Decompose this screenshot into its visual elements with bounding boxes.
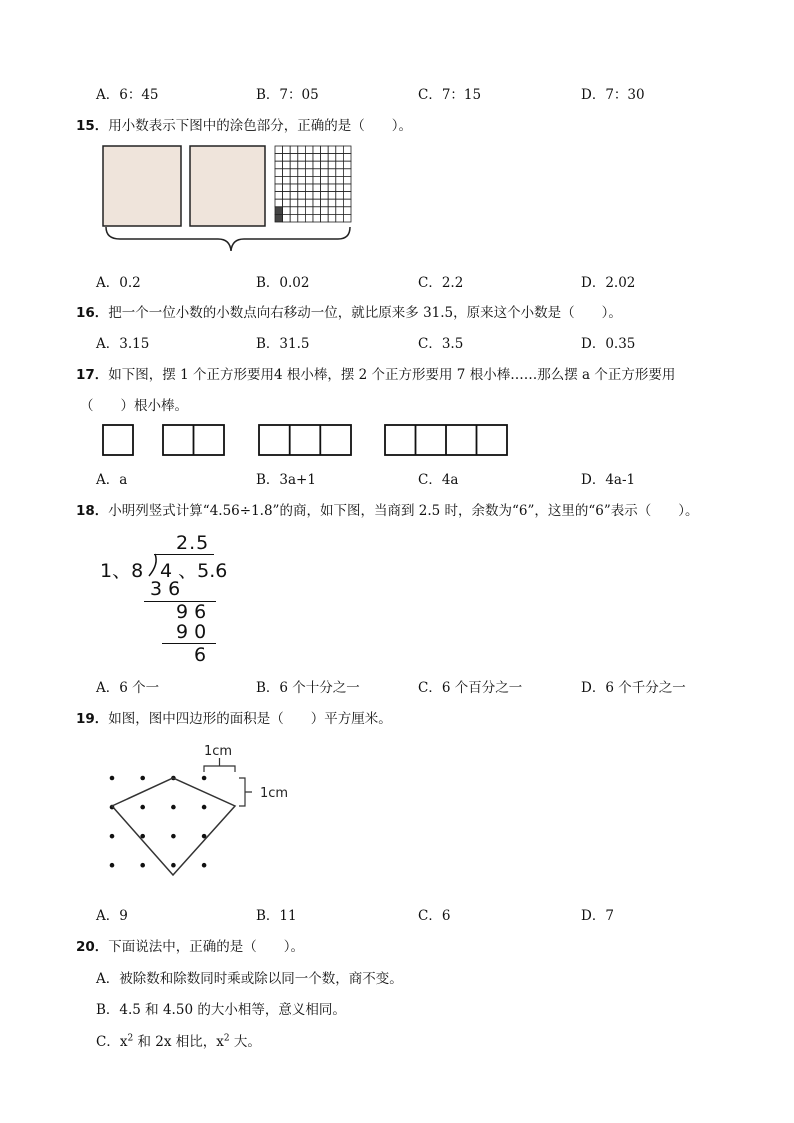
grid-cell: [290, 199, 298, 207]
grid-dot: [171, 834, 176, 839]
option-a: A．9: [96, 908, 128, 924]
grid-cell: [336, 199, 344, 207]
grid-cell: [283, 154, 291, 162]
option-a: A．3.15: [96, 336, 150, 352]
three-squares: [259, 425, 351, 455]
exponent: 2: [127, 1033, 134, 1044]
grid-cell: [305, 199, 313, 207]
grid-cell: [321, 169, 329, 177]
grid-cell: [313, 207, 321, 215]
grid-cell: [290, 176, 298, 184]
question-16: [76, 301, 622, 321]
full-square-2: [190, 146, 265, 226]
option-b: B．11: [256, 908, 297, 924]
quadrilateral: [112, 778, 235, 875]
grid-cell: [283, 192, 291, 200]
grid-cell: [275, 199, 283, 207]
grid-cell: [343, 214, 351, 222]
rule-2: [162, 643, 216, 644]
brace: [106, 227, 350, 251]
grid-cell: [328, 199, 336, 207]
option-c: C．6: [418, 908, 451, 924]
grid-cell: [328, 154, 336, 162]
grid-cell: [305, 184, 313, 192]
question-number: 16．: [76, 305, 109, 321]
option-d: D．2.02: [581, 275, 636, 291]
question-number: 20．: [76, 939, 109, 955]
division-bracket: [146, 552, 160, 578]
grid-cell: [328, 176, 336, 184]
grid-cell: [313, 192, 321, 200]
option-d: D．7：30: [581, 87, 645, 103]
option-a: A．6 个一: [96, 680, 160, 696]
grid-cell: [343, 146, 351, 154]
grid-cell: [321, 184, 329, 192]
grid-cell: [283, 214, 291, 222]
grid-cell: [328, 207, 336, 215]
option-b: B．7：05: [256, 87, 319, 103]
division-bar: [154, 554, 214, 555]
grid-cell: [275, 146, 283, 154]
grid-cell: [305, 214, 313, 222]
grid-cell: [283, 184, 291, 192]
grid-cell: [336, 207, 344, 215]
grid-cell: [290, 169, 298, 177]
option-c: C．2.2: [418, 275, 464, 291]
grid-cell: [305, 154, 313, 162]
grid-cell: [336, 176, 344, 184]
question-17-line2: （ ）根小棒。: [80, 398, 188, 414]
quotient: 2.5: [176, 532, 210, 554]
grid-cell: [298, 214, 306, 222]
grid-cell: [343, 154, 351, 162]
shaded-cell: [275, 214, 283, 222]
grid-cell: [298, 184, 306, 192]
dot-grid-figure: [100, 738, 320, 888]
grid-cell: [336, 192, 344, 200]
statement-a: A．被除数和除数同时乘或除以同一个数，商不变。: [96, 971, 403, 987]
grid-cell: [321, 214, 329, 222]
grid-cell: [305, 146, 313, 154]
question-text: 如下图，摆 1 个正方形要用4 根小棒，摆 2 个正方形要用 7 根小棒……那么摆 a 个正方形要用: [108, 367, 676, 383]
grid-dot: [171, 863, 176, 868]
question-number: 18．: [76, 503, 109, 519]
grid-cell: [343, 192, 351, 200]
question-text: 用小数表示下图中的涂色部分，正确的是（ ）。: [108, 118, 413, 134]
grid-cell: [321, 176, 329, 184]
long-division-figure: [100, 532, 240, 672]
grid-cell: [298, 146, 306, 154]
grid-dot: [140, 805, 145, 810]
grid-cell: [343, 169, 351, 177]
one-square: [103, 425, 133, 455]
question-number: 17．: [76, 367, 109, 383]
option-b: B．0.02: [256, 275, 310, 291]
grid-cell: [290, 161, 298, 169]
grid-cell: [283, 169, 291, 177]
option-b: B．3a+1: [256, 472, 316, 488]
four-squares: [385, 425, 507, 455]
grid-cell: [305, 176, 313, 184]
question-number: 15．: [76, 118, 109, 134]
grid-cell: [321, 154, 329, 162]
grid-dot: [110, 834, 115, 839]
grid-cell: [275, 154, 283, 162]
option-c: C．7：15: [418, 87, 482, 103]
grid-cell: [298, 207, 306, 215]
question-17: [76, 363, 675, 383]
option-d: D．7: [581, 908, 614, 924]
dividend: 4 、5.6: [160, 560, 228, 582]
full-square-1: [103, 146, 181, 226]
partial-product-1: 3 6: [150, 578, 181, 600]
grid-cell: [313, 184, 321, 192]
grid-cell: [313, 214, 321, 222]
statement-c-suffix: 大。: [229, 1034, 261, 1050]
grid-dot: [110, 776, 115, 781]
remainder-2: 6: [194, 644, 207, 666]
side-1cm-label: 1cm: [260, 786, 289, 801]
two-squares: [163, 425, 224, 455]
question-19: [76, 707, 392, 727]
statement-c-mid: 和 2x 相比，x: [133, 1034, 224, 1050]
grid-cell: [290, 214, 298, 222]
hundred-grid: [275, 146, 351, 222]
decimal-figure: [100, 143, 356, 263]
grid-cell: [305, 207, 313, 215]
statement-c-prefix: C．x: [96, 1034, 128, 1050]
grid-cell: [275, 176, 283, 184]
question-20: [76, 935, 304, 955]
grid-dot: [202, 776, 207, 781]
grid-cell: [313, 161, 321, 169]
statement-b: B．4.5 和 4.50 的大小相等，意义相同。: [96, 1002, 346, 1018]
grid-cell: [336, 184, 344, 192]
grid-cell: [313, 199, 321, 207]
shaded-cell: [275, 207, 283, 215]
option-b: B．6 个十分之一: [256, 680, 360, 696]
grid-cell: [321, 146, 329, 154]
grid-cell: [283, 207, 291, 215]
grid-cell: [343, 161, 351, 169]
grid-cell: [328, 214, 336, 222]
exponent: 2: [223, 1033, 230, 1044]
grid-cell: [343, 176, 351, 184]
option-d: D．0.35: [581, 336, 636, 352]
grid-cell: [275, 184, 283, 192]
grid-cell: [290, 207, 298, 215]
top-bracket: [204, 758, 235, 772]
grid-cell: [328, 184, 336, 192]
grid-cell: [275, 169, 283, 177]
question-text: 把一个一位小数的小数点向右移动一位，就比原来多 31.5，原来这个小数是（ ）。: [108, 305, 622, 321]
grid-cell: [336, 146, 344, 154]
grid-cell: [305, 192, 313, 200]
grid-cell: [298, 176, 306, 184]
grid-dot: [202, 805, 207, 810]
question-number: 19．: [76, 711, 109, 727]
partial-product-2: 9 0: [176, 621, 207, 643]
question-18: [76, 499, 699, 519]
option-d: D．4a-1: [581, 472, 636, 488]
grid-cell: [298, 192, 306, 200]
grid-cell: [290, 184, 298, 192]
squares-figure: [100, 422, 515, 458]
question-15: [76, 114, 412, 134]
top-1cm-label: 1cm: [204, 744, 233, 759]
side-bracket: [239, 778, 252, 806]
grid-cell: [283, 199, 291, 207]
grid-cell: [336, 169, 344, 177]
grid-cell: [283, 161, 291, 169]
option-c: C．4a: [418, 472, 459, 488]
grid-cell: [275, 192, 283, 200]
option-a: A．0.2: [96, 275, 141, 291]
grid-dot: [140, 863, 145, 868]
divisor: 1、8: [100, 560, 144, 582]
grid-cell: [343, 207, 351, 215]
grid-cell: [275, 161, 283, 169]
grid-cell: [321, 192, 329, 200]
grid-dot: [171, 805, 176, 810]
grid-cell: [336, 214, 344, 222]
grid-cell: [343, 199, 351, 207]
option-a: A．a: [96, 472, 128, 488]
grid-cell: [290, 192, 298, 200]
option-a: A．6：45: [96, 87, 159, 103]
grid-cell: [328, 169, 336, 177]
grid-dot: [202, 863, 207, 868]
option-c: C．3.5: [418, 336, 464, 352]
option-b: B．31.5: [256, 336, 310, 352]
grid-cell: [328, 146, 336, 154]
question-text: 小明列竖式计算“4.56÷1.8”的商，如下图，当商到 2.5 时，余数为“6”，这里的“6”表示（ ）。: [108, 503, 699, 519]
grid-cell: [328, 161, 336, 169]
grid-cell: [321, 161, 329, 169]
statement-c: [96, 1030, 261, 1050]
question-text: 下面说法中，正确的是（ ）。: [108, 939, 305, 955]
grid-cell: [305, 161, 313, 169]
remainder-1: 9 6: [176, 601, 207, 623]
grid-cell: [313, 154, 321, 162]
grid-dot: [110, 863, 115, 868]
grid-cell: [313, 176, 321, 184]
grid-cell: [321, 207, 329, 215]
grid-cell: [328, 192, 336, 200]
option-d: D．6 个千分之一: [581, 680, 686, 696]
grid-dot: [140, 834, 145, 839]
grid-cell: [298, 161, 306, 169]
grid-cell: [313, 169, 321, 177]
grid-cell: [336, 154, 344, 162]
grid-cell: [283, 146, 291, 154]
grid-cell: [290, 154, 298, 162]
grid-cell: [305, 169, 313, 177]
grid-cell: [321, 199, 329, 207]
grid-cell: [283, 176, 291, 184]
grid-cell: [298, 199, 306, 207]
grid-cell: [290, 146, 298, 154]
grid-cell: [336, 161, 344, 169]
option-c: C．6 个百分之一: [418, 680, 523, 696]
grid-cell: [298, 169, 306, 177]
grid-cell: [343, 184, 351, 192]
grid-dot: [140, 776, 145, 781]
question-text: 如图，图中四边形的面积是（ ）平方厘米。: [108, 711, 392, 727]
grid-cell: [313, 146, 321, 154]
grid-cell: [298, 154, 306, 162]
